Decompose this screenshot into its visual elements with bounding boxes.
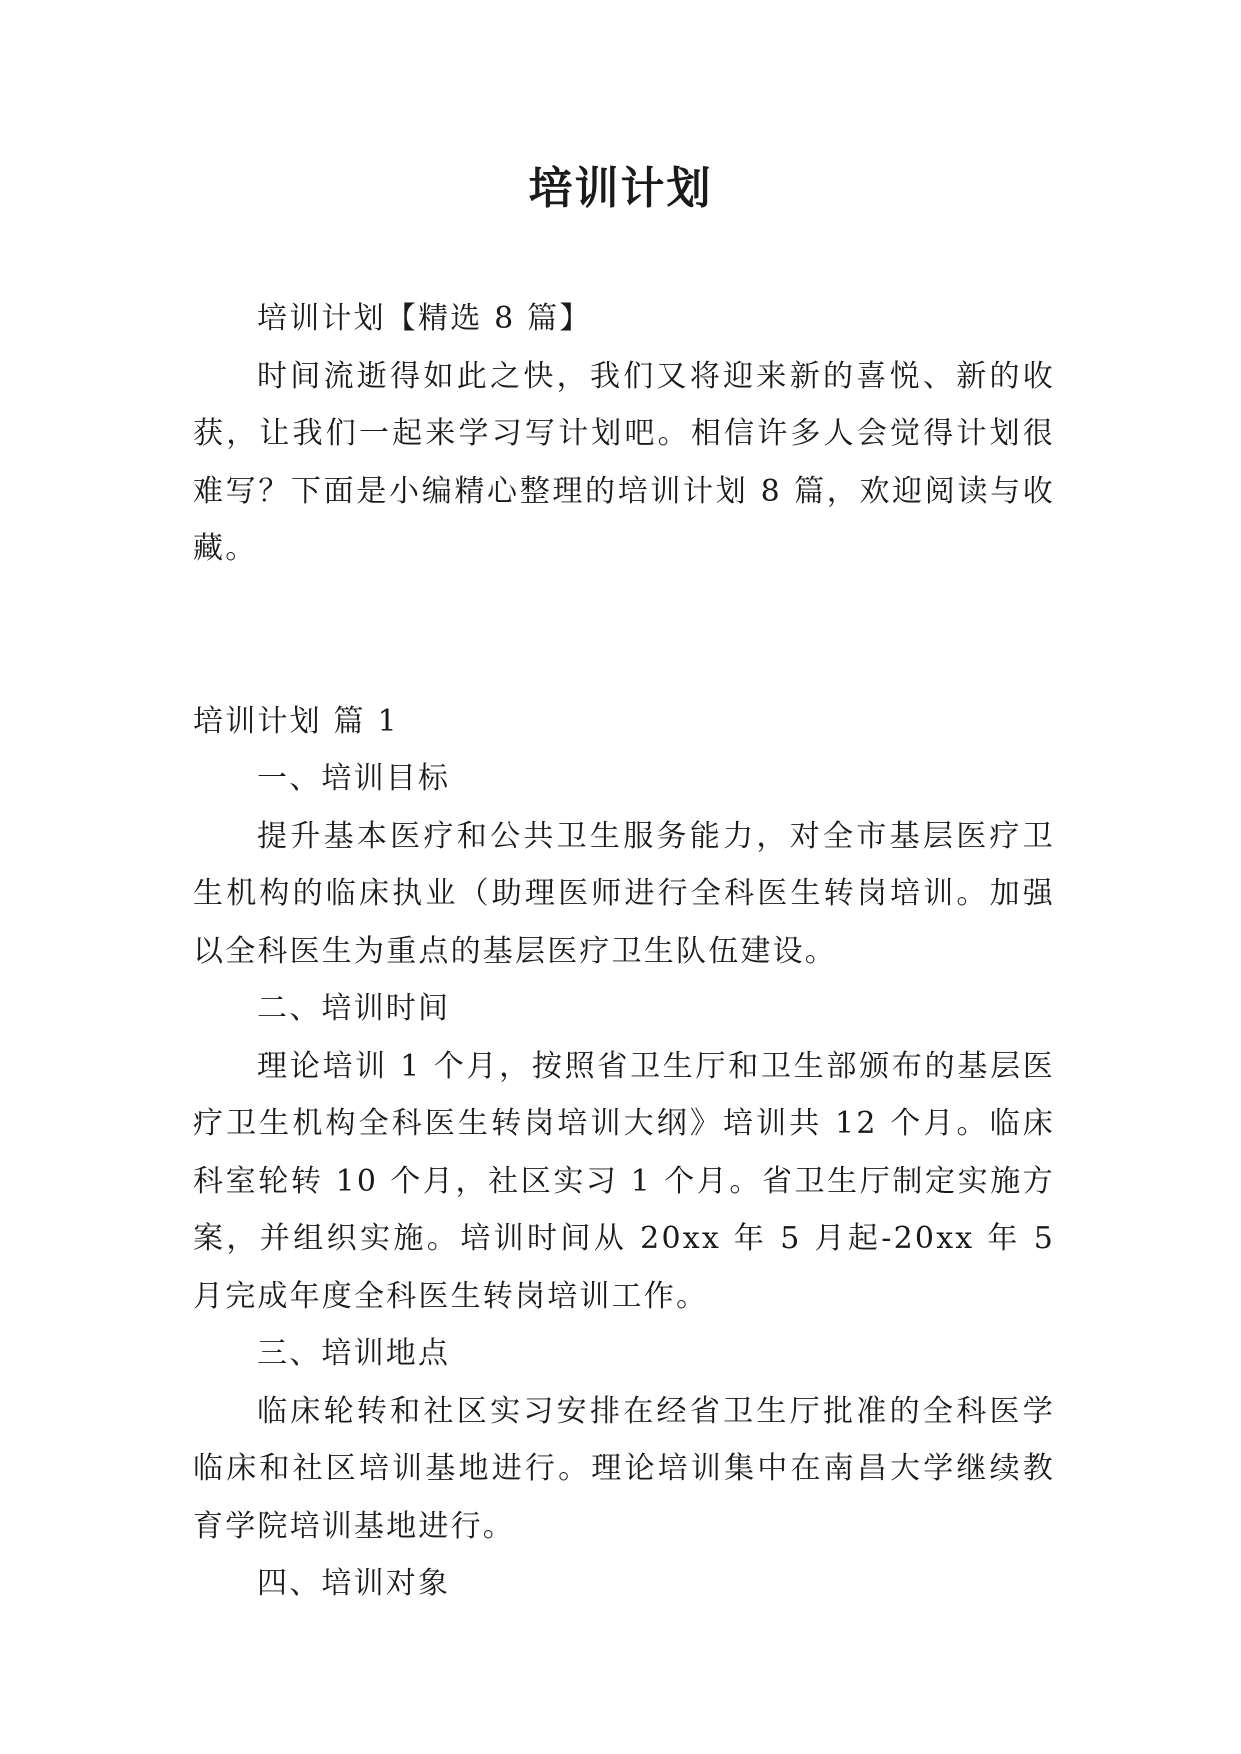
section-gap [193,578,1055,693]
intro-paragraph: 时间流逝得如此之快，我们又将迎来新的喜悦、新的收获，让我们一起来学习写计划吧。相信许多人会觉得计划很难写？下面是小编精心整理的培训计划 8 篇，欢迎阅读与收藏。 [193,358,1055,566]
heading-training-goal: 一、培训目标 [257,761,451,796]
section-heading: 培训计划 篇 1 [193,703,399,739]
subtitle-paragraph: 培训计划【精选 8 篇】 [257,301,592,336]
heading-training-time: 二、培训时间 [257,991,451,1026]
heading-training-target: 四、培训对象 [257,1566,451,1601]
body-paragraph: 理论培训 1 个月，按照省卫生厅和卫生部颁布的基层医疗卫生机构全科医生转岗培训大纲》培训共 12 个月。临床科室轮转 10 个月，社区实习 1 个月。省卫生厅制定实施方案，并组织实施。培训时间从 20xx 年 5 月起-20xx 年 5 月完成年度全科医生转岗培训工作。 [193,1048,1055,1314]
heading-training-location: 三、培训地点 [257,1336,451,1371]
document-body [193,290,1055,1613]
document-title: 培训计划 [528,163,713,214]
body-paragraph: 临床轮转和社区实习安排在经省卫生厅批准的全科医学临床和社区培训基地进行。理论培训集中在南昌大学继续教育学院培训基地进行。 [193,1393,1055,1544]
body-paragraph: 提升基本医疗和公共卫生服务能力，对全市基层医疗卫生机构的临床执业（助理医师进行全科医生转岗培训。加强以全科医生为重点的基层医疗卫生队伍建设。 [193,818,1055,969]
